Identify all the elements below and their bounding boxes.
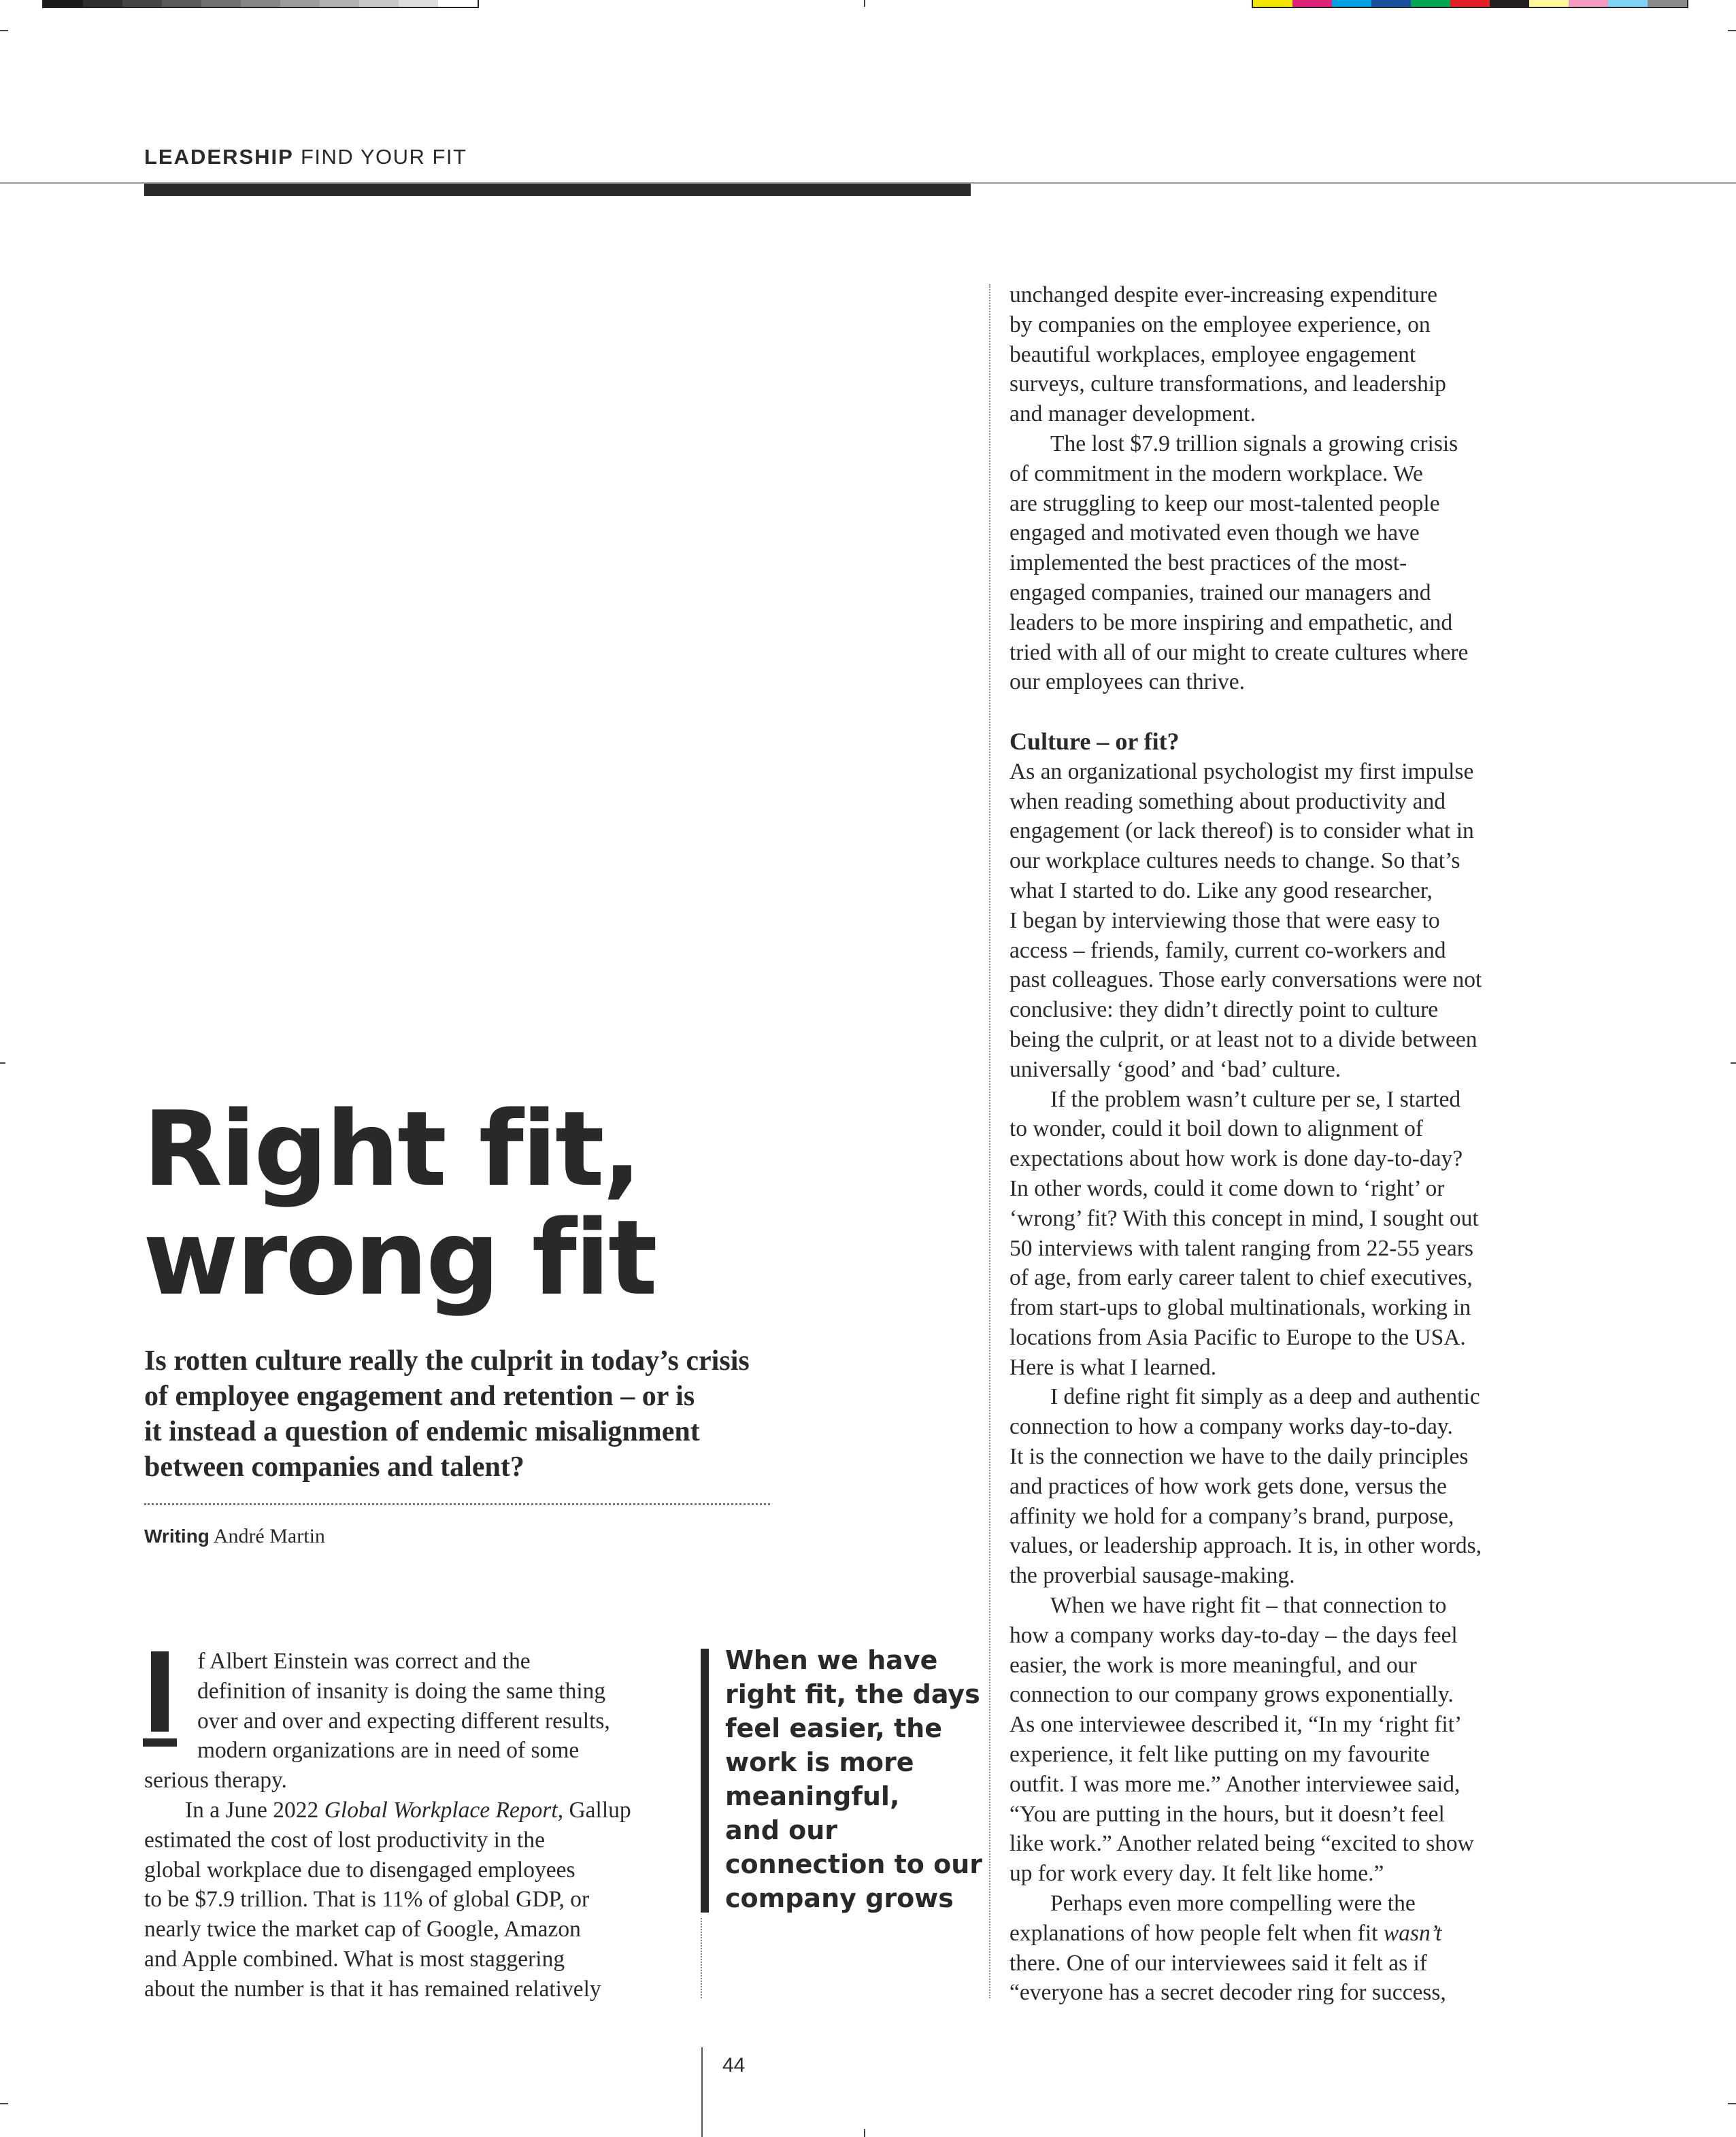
- body-line: implemented the best practices of the most-: [1009, 550, 1407, 576]
- crop-mark: [0, 30, 8, 31]
- body-line: expectations about how work is done day-to-day?: [1009, 1146, 1463, 1172]
- body-line: Here is what I learned.: [1009, 1354, 1217, 1380]
- pull-quote-line: meaningful,: [725, 1781, 900, 1811]
- body-line: It is the connection we have to the daily principles: [1009, 1444, 1469, 1470]
- page-number: 44: [722, 2054, 746, 2076]
- body-line: of commitment in the modern workplace. We: [1009, 460, 1423, 486]
- body-line: easier, the work is more meaningful, and our: [1009, 1652, 1417, 1678]
- report-title: Global Workplace Report: [324, 1797, 558, 1823]
- color-swatch: [201, 0, 241, 7]
- title-line: wrong fit: [143, 1198, 656, 1318]
- body-line: 50 interviews with talent ranging from 22-55 years: [1009, 1235, 1473, 1261]
- body-line: connection to our company grows exponentially.: [1009, 1682, 1454, 1708]
- body-line: conclusive: they didn’t directly point to culture: [1009, 997, 1439, 1023]
- body-line: when reading something about productivity and: [1009, 788, 1446, 814]
- section-label: LEADERSHIP: [144, 145, 294, 169]
- standfirst-line: between companies and talent?: [144, 1451, 524, 1483]
- body-column-left: [144, 1647, 702, 2004]
- body-line: up for work every day. It felt like home.”: [1009, 1861, 1384, 1887]
- color-swatch: [1608, 0, 1648, 7]
- body-line: being the culprit, or at least not to a divide between: [1009, 1026, 1478, 1052]
- body-line: connection to how a company works day-to-day.: [1009, 1414, 1453, 1440]
- pull-quote-line: feel easier, the: [725, 1713, 942, 1743]
- crop-mark: [1728, 2103, 1736, 2104]
- crop-mark: [0, 1062, 5, 1064]
- color-swatch: [1371, 0, 1411, 7]
- body-line: are struggling to keep our most-talented people: [1009, 490, 1440, 516]
- body-line: to be $7.9 trillion. That is 11% of global GDP, or: [144, 1887, 590, 1913]
- article-title: [143, 1089, 823, 1318]
- body-line: As an organizational psychologist my first impulse: [1009, 758, 1474, 784]
- body-line: I began by interviewing those that were easy to: [1009, 907, 1440, 933]
- body-line: of age, from early career talent to chief executives,: [1009, 1265, 1473, 1291]
- standfirst-line: it instead a question of endemic misalignment: [144, 1416, 700, 1447]
- pull-quote-line: and our: [725, 1815, 838, 1845]
- body-line: surveys, culture transformations, and leadership: [1009, 371, 1446, 397]
- color-swatch: [1292, 0, 1332, 7]
- author-name: André Martin: [213, 1525, 325, 1547]
- body-line: the proverbial sausage-making.: [1009, 1563, 1295, 1589]
- color-swatch: [1490, 0, 1529, 7]
- body-line: there. One of our interviewees said it felt as if: [1009, 1950, 1427, 1976]
- crop-mark: [864, 2129, 865, 2137]
- body-line: serious therapy.: [144, 1768, 287, 1794]
- body-line: In a June 2022 Global Workplace Report, Gallup: [185, 1797, 631, 1823]
- color-swatch: [241, 0, 280, 7]
- body-line: global workplace due to disengaged employees: [144, 1857, 575, 1883]
- crop-mark: [0, 2103, 8, 2104]
- body-line: engaged and motivated even though we have: [1009, 520, 1420, 546]
- subheading: Culture – or fit?: [1009, 727, 1180, 755]
- paragraph-gap: [1009, 697, 1554, 727]
- topic-label: FIND YOUR FIT: [300, 145, 467, 169]
- body-line: If the problem wasn’t culture per se, I started: [1050, 1086, 1461, 1112]
- color-swatch: [438, 0, 478, 7]
- body-line: definition of insanity is doing the same thing: [197, 1678, 606, 1704]
- pull-quote-line: work is more: [725, 1747, 914, 1777]
- header-bar: [144, 184, 971, 196]
- body-line: our employees can thrive.: [1009, 669, 1246, 695]
- color-swatch: [359, 0, 399, 7]
- emphasis: wasn’t: [1383, 1920, 1442, 1946]
- color-swatch: [162, 0, 201, 7]
- column-divider: [701, 1918, 702, 1998]
- body-line: In other words, could it come down to ‘right’ or: [1009, 1175, 1445, 1201]
- color-swatch: [1411, 0, 1450, 7]
- color-swatch: [1450, 0, 1490, 7]
- color-swatch: [1569, 0, 1608, 7]
- body-line: what I started to do. Like any good researcher,: [1009, 877, 1433, 903]
- body-line: “You are putting in the hours, but it doesn’t feel: [1009, 1801, 1445, 1827]
- color-swatch: [1332, 0, 1371, 7]
- pull-quote: [725, 1643, 984, 1915]
- body-line: The lost $7.9 trillion signals a growing crisis: [1050, 431, 1458, 456]
- pull-quote-line: company grows: [725, 1883, 954, 1913]
- body-line: leaders to be more inspiring and empathetic, and: [1009, 609, 1453, 635]
- title-line: Right fit,: [143, 1089, 640, 1209]
- body-line: and Apple combined. What is most staggering: [144, 1946, 565, 1972]
- standfirst: [144, 1343, 784, 1485]
- body-line: engagement (or lack thereof) is to consider what in: [1009, 818, 1474, 844]
- color-swatch: [320, 0, 359, 7]
- registration-swatches-right: [1252, 0, 1688, 8]
- body-line: nearly twice the market cap of Google, Amazon: [144, 1917, 581, 1942]
- color-swatch: [44, 0, 83, 7]
- folio-rule: [701, 2047, 703, 2137]
- body-line: and manager development.: [1009, 401, 1256, 427]
- body-line: and practices of how work gets done, versus the: [1009, 1473, 1447, 1499]
- color-swatch: [122, 0, 162, 7]
- body-line: ‘wrong’ fit? With this concept in mind, I sought out: [1009, 1205, 1479, 1231]
- body-line: affinity we hold for a company’s brand, purpose,: [1009, 1503, 1454, 1529]
- body-line: from start-ups to global multinationals, working in: [1009, 1295, 1471, 1321]
- crop-mark: [864, 0, 865, 7]
- body-line: locations from Asia Pacific to Europe to the USA.: [1009, 1324, 1466, 1350]
- byline: [144, 1525, 325, 1548]
- byline-label: Writing: [144, 1526, 210, 1547]
- body-line: As one interviewee described it, “In my ‘right fit’: [1009, 1712, 1463, 1738]
- body-line: I define right fit simply as a deep and authentic: [1050, 1384, 1480, 1410]
- body-line: to wonder, could it boil down to alignment of: [1009, 1116, 1424, 1142]
- body-line: past colleagues. Those early conversations were not: [1009, 967, 1482, 993]
- body-line: how a company works day-to-day – the days feel: [1009, 1622, 1458, 1648]
- color-swatch: [280, 0, 320, 7]
- body-line: modern organizations are in need of some: [197, 1738, 580, 1764]
- body-line: like work.” Another related being “excited to show: [1009, 1831, 1474, 1857]
- body-line: When we have right fit – that connection to: [1050, 1593, 1447, 1619]
- color-swatch: [399, 0, 438, 7]
- body-line: universally ‘good’ and ‘bad’ culture.: [1009, 1056, 1341, 1082]
- body-line: Perhaps even more compelling were the: [1050, 1891, 1416, 1917]
- body-line: beautiful workplaces, employee engagement: [1009, 341, 1416, 367]
- body-line: tried with all of our might to create cultures where: [1009, 639, 1469, 665]
- running-head: [144, 145, 467, 169]
- body-line: by companies on the employee experience, on: [1009, 312, 1431, 337]
- standfirst-line: of employee engagement and retention – or is: [144, 1381, 695, 1412]
- body-line: experience, it felt like putting on my favourite: [1009, 1742, 1430, 1768]
- body-line: values, or leadership approach. It is, in other words,: [1009, 1533, 1482, 1559]
- pull-quote-bar: [701, 1649, 709, 1913]
- body-line: estimated the cost of lost productivity in the: [144, 1827, 545, 1853]
- standfirst-divider: [144, 1503, 770, 1505]
- registration-swatches-left: [42, 0, 479, 8]
- body-line: “everyone has a secret decoder ring for success,: [1009, 1980, 1446, 2006]
- pull-quote-line: When we have: [725, 1645, 938, 1675]
- standfirst-line: Is rotten culture really the culprit in today’s crisis: [144, 1345, 750, 1377]
- body-line: unchanged despite ever-increasing expenditure: [1009, 282, 1438, 307]
- body-column-right: [1009, 280, 1554, 2008]
- color-swatch: [83, 0, 122, 7]
- body-line: about the number is that it has remained relatively: [144, 1976, 601, 2002]
- crop-mark: [1731, 1062, 1736, 1064]
- body-line: our workplace cultures needs to change. So that’s: [1009, 848, 1460, 874]
- pull-quote-line: right fit, the days: [725, 1679, 980, 1709]
- color-swatch: [1529, 0, 1569, 7]
- color-swatch: [1648, 0, 1687, 7]
- crop-mark: [1728, 30, 1736, 31]
- pull-quote-line: connection to our: [725, 1849, 983, 1879]
- body-line: access – friends, family, current co-workers and: [1009, 937, 1446, 963]
- body-line: engaged companies, trained our managers and: [1009, 579, 1431, 605]
- body-line: f Albert Einstein was correct and the: [197, 1649, 531, 1674]
- body-line: explanations of how people felt when fit wasn’t: [1009, 1920, 1442, 1946]
- body-line: over and over and expecting different results,: [197, 1708, 610, 1734]
- body-line: outfit. I was more me.” Another interviewee said,: [1009, 1771, 1460, 1797]
- column-divider: [989, 284, 990, 1998]
- color-swatch: [1253, 0, 1292, 7]
